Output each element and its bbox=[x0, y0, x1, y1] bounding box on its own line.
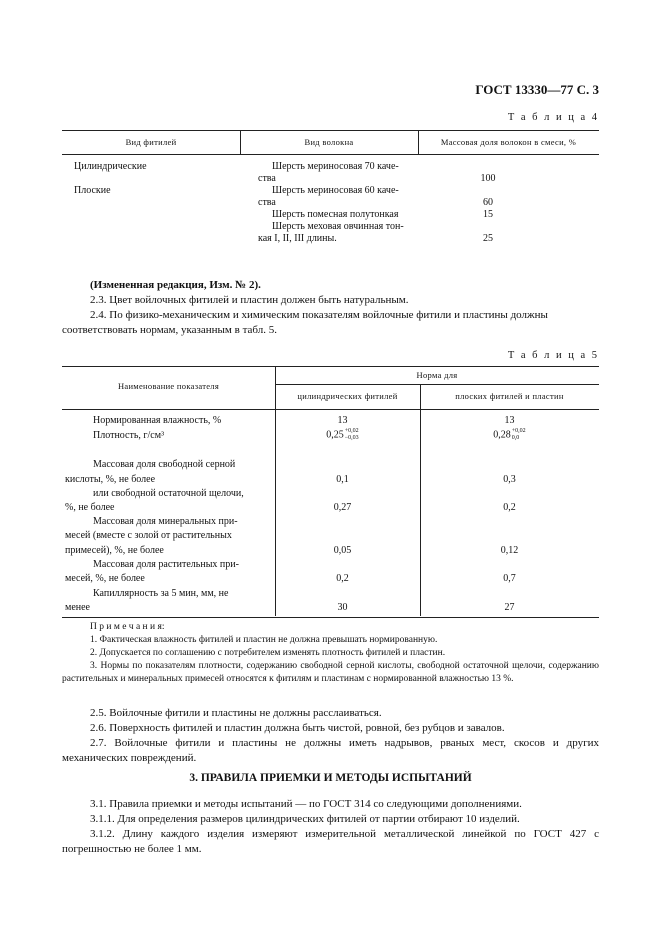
table5-name: Массовая доля минеральных при- bbox=[93, 516, 238, 527]
table5-name: Нормированная влажность, % bbox=[93, 415, 222, 426]
table4-cell: Плоские bbox=[74, 185, 111, 196]
clause-2-7: 2.7. Войлочные фитили и пластины не должны иметь надрывов, рваных мест, скосов и других механических повреждений. bbox=[62, 737, 599, 764]
table5-name: Массовая доля свободной серной bbox=[93, 459, 236, 470]
table5-name: месей (вместе с золой от растительных bbox=[65, 530, 232, 541]
table4-cell: Шерсть мериносовая 60 каче- bbox=[272, 185, 399, 196]
table5-flat-value: 27 bbox=[504, 602, 515, 613]
table4-cell: Шерсть помесная полутонкая bbox=[272, 209, 399, 220]
table4-cell: ства bbox=[258, 173, 276, 184]
table5-name: примесей), %, не более bbox=[65, 545, 164, 556]
table5-flat-value: 0,12 bbox=[500, 545, 519, 556]
note-2: 2. Допускается по соглашению с потребителем изменять плотность фитилей и пластин. bbox=[90, 648, 446, 658]
table5-name: Капиллярность за 5 мин, мм, не bbox=[93, 588, 229, 599]
table5-cyl-value: 0,2 bbox=[336, 573, 349, 584]
table4-cell: Цилиндрические bbox=[74, 161, 147, 172]
clause-3-1-1: 3.1.1. Для определения размеров цилиндрических фитилей от партии отбирают 10 изделий. bbox=[90, 813, 520, 825]
table5-name: кислоты, %, не более bbox=[65, 474, 156, 485]
clause-2-4: 2.4. По физико-механическим и химическим показателям войлочные фитили и пластины должны bbox=[90, 309, 548, 321]
table5-cyl-value: 30 bbox=[337, 602, 348, 613]
table5-header-rule bbox=[62, 409, 599, 410]
notes-title: П р и м е ч а н и я: bbox=[90, 622, 165, 632]
table5-name: менее bbox=[65, 602, 90, 613]
clause-3-1-2: 3.1.2. Длину каждого изделия измеряют измерительной металлической линейкой по ГОСТ 427 с погрешностью не более 1 мм. bbox=[62, 828, 599, 855]
table5-header-name: Наименование показателя bbox=[117, 381, 220, 391]
table4-cell: ства bbox=[258, 197, 276, 208]
table4-header-cell: Массовая доля волокон в смеси, % bbox=[440, 137, 577, 147]
table5-name: или свободной остаточной щелочи, bbox=[93, 488, 244, 499]
clause-2-3: 2.3. Цвет войлочных фитилей и пластин должен быть натуральным. bbox=[90, 294, 409, 306]
table5-bottom-rule bbox=[62, 617, 599, 618]
table5-cyl-value: 13 bbox=[337, 415, 348, 426]
table5-caption: Т а б л и ц а 5 bbox=[507, 350, 599, 361]
table5-cyl-value: 0,27 bbox=[333, 502, 352, 513]
table5-header-norm: Норма для bbox=[416, 370, 458, 380]
table5-cyl-value: 0,05 bbox=[333, 545, 352, 556]
clause-2-5: 2.5. Войлочные фитили и пластины не должны расслаиваться. bbox=[90, 707, 382, 719]
table5-flat-value: 0,2 bbox=[503, 502, 516, 513]
note-3: 3. Нормы по показателям плотности, содержанию свободной серной кислоты, свободной остаточной щелочи, содержанию растительных и минеральных примесей относятся к фитилям и пластинам с нормированной влажностью 13 %. bbox=[62, 661, 599, 684]
table4-cell: 15 bbox=[483, 209, 493, 220]
table4-cell: 25 bbox=[483, 233, 493, 244]
table5-flat-value: 13 bbox=[504, 415, 515, 426]
section-3-title: 3. ПРАВИЛА ПРИЕМКИ И МЕТОДЫ ИСПЫТАНИЙ bbox=[189, 772, 472, 784]
table5-name: %, не более bbox=[65, 502, 115, 513]
table5-flat-value: 0,7 bbox=[503, 573, 516, 584]
table5-flat-value: 0,3 bbox=[503, 474, 516, 485]
note-1: 1. Фактическая влажность фитилей и пластин не должна превышать нормированную. bbox=[90, 635, 438, 645]
table4-caption: Т а б л и ц а 4 bbox=[507, 112, 599, 123]
table4-header-cell: Вид волокна bbox=[304, 137, 354, 147]
table5-name: Массовая доля растительных при- bbox=[93, 559, 239, 570]
page-header: ГОСТ 13330—77 С. 3 bbox=[475, 82, 599, 97]
table5-header-flat: плоских фитилей и пластин bbox=[455, 391, 564, 401]
clause-3-1: 3.1. Правила приемки и методы испытаний — по ГОСТ 314 со следующими дополнениями. bbox=[90, 798, 522, 810]
table4-top-rule bbox=[62, 130, 599, 131]
table4-cell: 100 bbox=[480, 173, 496, 184]
table4-cell: Шерсть мериносовая 70 каче- bbox=[272, 161, 399, 172]
table5-cyl-value: 0,25+0,02 −0,03 bbox=[326, 428, 359, 441]
table5-cyl-value: 0,1 bbox=[336, 474, 349, 485]
table5-subheader-rule bbox=[275, 384, 599, 385]
table5-name: Плотность, г/см³ bbox=[93, 430, 165, 441]
table4-header-cell: Вид фитилей bbox=[125, 137, 177, 147]
table4-header-rule bbox=[62, 154, 599, 155]
table4-cell: 60 bbox=[483, 197, 493, 208]
table5-top-rule bbox=[62, 366, 599, 367]
table5-flat-value: 0,28+0,02 0,0 bbox=[493, 428, 526, 441]
table5-name: месей, %, не более bbox=[65, 573, 145, 584]
table4-cell: Шерсть меховая овчинная тон- bbox=[272, 221, 404, 232]
table4-cell: кая I, II, III длины. bbox=[258, 233, 337, 244]
clause-2-4-cont: соответствовать нормам, указанным в табл. 5. bbox=[62, 324, 277, 336]
clause-2-6: 2.6. Поверхность фитилей и пластин должна быть чистой, ровной, без рубцов и завалов. bbox=[90, 722, 505, 734]
edition-note: (Измененная редакция, Изм. № 2). bbox=[90, 279, 261, 291]
table5-header-cyl: цилиндрических фитилей bbox=[297, 391, 398, 401]
